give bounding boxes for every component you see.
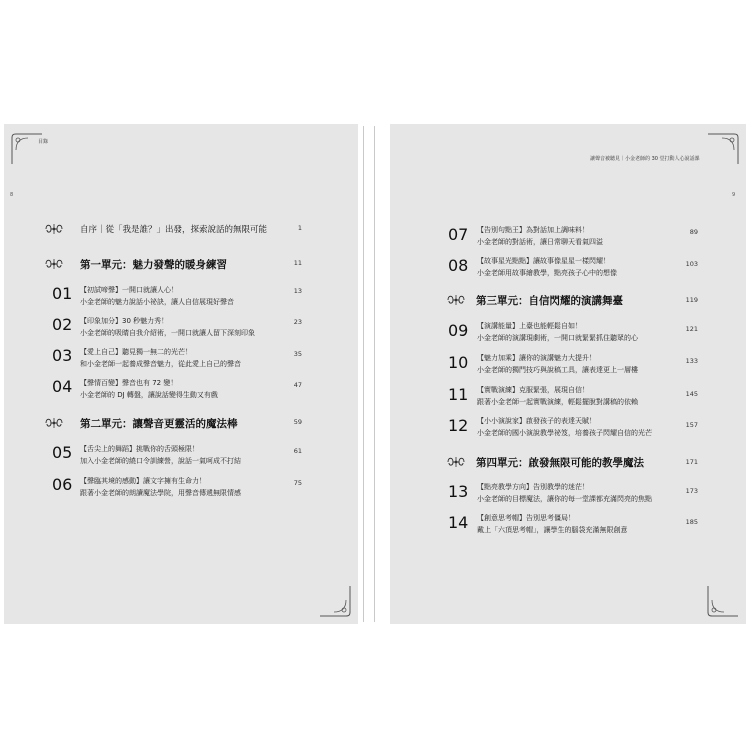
chapter-subtitle: 戴上「六頂思考帽」，讓學生的腦袋充滿無限創意 (477, 526, 628, 534)
chapter-subtitle: 小金老師的吸睛自我介紹術，一開口就讓人留下深刻印象 (80, 329, 255, 337)
page-ref: 1 (297, 224, 302, 232)
running-head-right: 讓聲音被聽見｜小金老師的 30 堂打動人心說話課 (590, 156, 700, 162)
page-ref: 185 (685, 518, 698, 526)
chapter-subtitle: 小金老師的魅力說話小祕訣，讓人自信展現好聲音 (80, 298, 234, 306)
page-ref: 157 (685, 421, 698, 429)
page-ref: 171 (685, 458, 698, 466)
chapter-subtitle: 小金老師的目標魔法，讓你的每一堂課都充滿閃亮的焦點 (477, 495, 652, 503)
ornament-icon (44, 257, 64, 271)
chapter-subtitle: 跟著小金老師一起實戰演練，輕鬆擺脫對講稿的依賴 (477, 398, 638, 406)
chapter-subtitle: 小金老師的對話術，讓日常聊天看氣四溢 (477, 238, 603, 246)
chapter-title: 【告別句點王】為對話加上調味料！ (477, 226, 589, 234)
page-ref: 121 (685, 325, 698, 333)
chapter-title: 【初試啼聲】一開口就讓人心！ (80, 286, 178, 294)
page-ref: 133 (685, 357, 698, 365)
unit-title[interactable]: 第四單元：啟發無限可能的教學魔法 (476, 457, 644, 469)
chapter-number: 03 (52, 346, 73, 365)
page-ref: 59 (293, 418, 302, 426)
chapter-number: 06 (52, 475, 73, 494)
chapter-subtitle: 跟著小金老師的朗讀魔法學院，用聲音傳遞無限情感 (80, 489, 241, 497)
chapter-title: 【愛上自己】聽見獨一無二的光芒！ (80, 348, 192, 356)
chapter-number: 07 (448, 225, 469, 244)
unit-title[interactable]: 第二單元：讓聲音更靈活的魔法棒 (80, 418, 238, 430)
chapter-title: 【小小演說家】啟發孩子的表達天賦！ (477, 417, 596, 425)
chapter-number: 08 (448, 256, 469, 275)
spine-line (363, 126, 364, 622)
chapter-title: 【創意思考帽】告別思考僵局！ (477, 514, 575, 522)
chapter-subtitle: 小金老師用故事繪教學，點亮孩子心中的想像 (477, 269, 617, 277)
corner-ornament-icon (318, 584, 352, 618)
chapter-title: 【魅力加乘】讓你的演講魅力大提升！ (477, 354, 596, 362)
left-page (4, 124, 358, 624)
page-ref: 75 (293, 479, 302, 487)
ornament-icon (446, 293, 466, 307)
ornament-icon (44, 416, 64, 430)
page-ref: 145 (685, 390, 698, 398)
chapter-title: 【舌尖上的舞蹈】挑戰你的舌頭極限！ (80, 445, 199, 453)
corner-ornament-icon (706, 584, 740, 618)
chapter-number: 01 (52, 284, 73, 303)
page-ref: 119 (685, 296, 698, 304)
corner-ornament-icon (706, 132, 740, 166)
chapter-number: 14 (448, 513, 469, 532)
chapter-title: 【演講能量】上臺也能輕鬆自如！ (477, 322, 582, 330)
preface-title[interactable]: 自序｜從「我是誰？」出發，探索說話的無限可能 (80, 225, 268, 235)
page-ref: 103 (685, 260, 698, 268)
page-ref: 13 (293, 287, 302, 295)
chapter-number: 05 (52, 443, 73, 462)
page-number-left: 8 (10, 192, 14, 198)
chapter-number: 09 (448, 321, 469, 340)
chapter-number: 12 (448, 416, 469, 435)
chapter-title: 【實戰演練】克服緊張，展現自信！ (477, 386, 589, 394)
chapter-subtitle: 小金老師的演講現劇術，一開口就緊緊抓住聽眾的心 (477, 334, 638, 342)
running-head-left: 目錄 (38, 139, 49, 145)
chapter-title: 【印象加分】30 秒魅力秀！ (80, 317, 169, 325)
chapter-subtitle: 小金老師的獨門技巧與說稿工具，讓表達更上一層樓 (477, 366, 638, 374)
chapter-title: 【點亮教學方向】告別教學的迷茫！ (477, 483, 589, 491)
chapter-number: 04 (52, 377, 73, 396)
unit-title[interactable]: 第三單元：自信閃耀的演講舞臺 (476, 295, 623, 307)
page-ref: 89 (689, 228, 698, 236)
spine-line (374, 126, 375, 622)
chapter-title: 【聲情百變】聲音也有 72 變！ (80, 379, 178, 387)
chapter-subtitle: 和小金老師一起養成聲音魅力，從此愛上自己的聲音 (80, 360, 241, 368)
chapter-number: 13 (448, 482, 469, 501)
ornament-icon (446, 455, 466, 469)
page-number-right: 9 (732, 192, 736, 198)
chapter-title: 【故事星光點點】讓故事像星星一樣閃耀！ (477, 257, 610, 265)
unit-title[interactable]: 第一單元：魅力發聲的暖身練習 (80, 259, 227, 271)
chapter-number: 02 (52, 315, 73, 334)
page-ref: 47 (293, 381, 302, 389)
chapter-subtitle: 小金老師的 DJ 轉盤，讓說話變得生動又有戲 (80, 391, 218, 399)
chapter-subtitle: 加入小金老師的繞口令訓練營，說話一氣呵成不打結 (80, 457, 241, 465)
page-ref: 61 (293, 447, 302, 455)
chapter-subtitle: 小金老師的國小演說教學祕笈，培養孩子閃耀自信的光芒 (477, 429, 652, 437)
page-ref: 35 (293, 350, 302, 358)
chapter-number: 11 (448, 385, 469, 404)
chapter-number: 10 (448, 353, 469, 372)
page-ref: 11 (293, 259, 302, 267)
ornament-icon (44, 222, 64, 236)
page-ref: 173 (685, 487, 698, 495)
chapter-title: 【聲臨其境的感動】讓文字擁有生命力！ (80, 477, 206, 485)
page-ref: 23 (293, 318, 302, 326)
